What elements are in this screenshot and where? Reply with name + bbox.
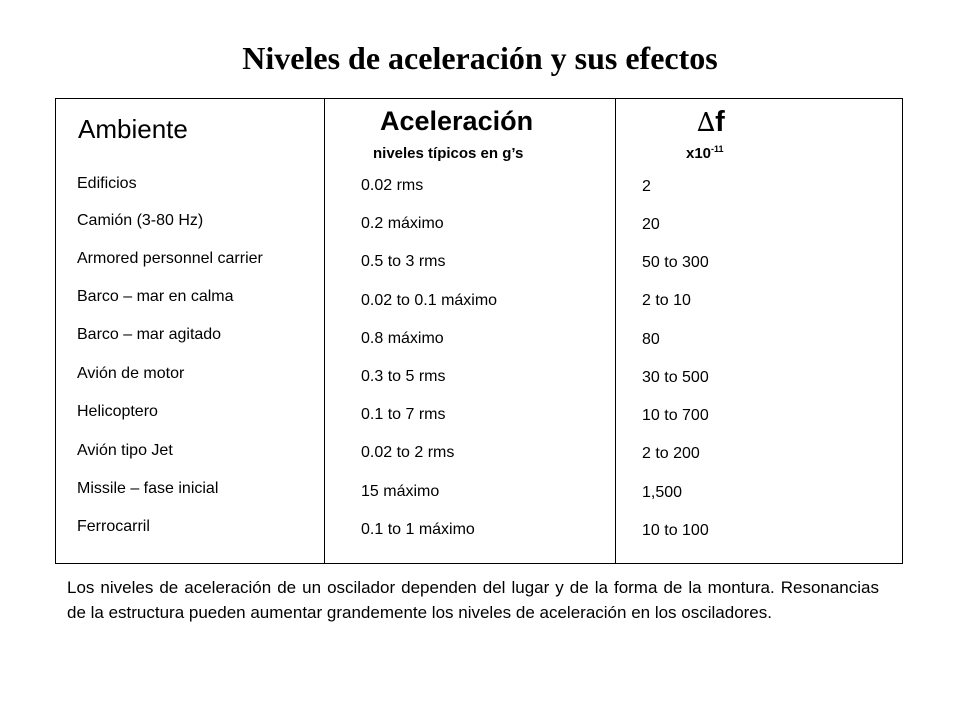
delta-f-cell: 10 to 700: [642, 407, 709, 424]
page-title: Niveles de aceleración y sus efectos: [242, 40, 718, 76]
header-acceleration-subtitle: niveles típicos en g’s: [373, 145, 524, 162]
delta-f-cell: 20: [642, 216, 660, 233]
acceleration-cell: 0.5 to 3 rms: [361, 253, 446, 270]
delta-symbol: ∆: [697, 108, 716, 138]
environment-column: [56, 160, 324, 540]
env-cell: Helicoptero: [77, 403, 158, 420]
acceleration-cell: 15 máximo: [361, 483, 440, 500]
acceleration-cell: 0.1 to 1 máximo: [361, 521, 475, 538]
scale-exponent: -11: [711, 144, 724, 154]
delta-f-cell: 80: [642, 331, 660, 348]
delta-f-cell: 1,500: [642, 484, 683, 501]
delta-f-cell: 2: [642, 178, 651, 195]
delta-f-cell: 2 to 200: [642, 445, 700, 462]
acceleration-cell: 0.02 to 0.1 máximo: [361, 292, 498, 309]
header-delta-f: [697, 106, 725, 139]
env-cell: Edificios: [77, 175, 137, 192]
column-divider-1: [324, 98, 325, 564]
delta-f-cell: 30 to 500: [642, 369, 709, 386]
delta-f-cell: 2 to 10: [642, 292, 691, 309]
delta-f-cell: 10 to 100: [642, 522, 709, 539]
env-cell: Barco – mar en calma: [77, 288, 234, 305]
env-cell: Camión (3-80 Hz): [77, 212, 204, 229]
env-cell: Avión tipo Jet: [77, 442, 173, 459]
column-divider-2: [615, 98, 616, 564]
acceleration-cell: 0.8 máximo: [361, 330, 444, 347]
env-cell: Missile – fase inicial: [77, 480, 219, 497]
env-cell: Armored personnel carrier: [77, 250, 263, 267]
acceleration-cell: 0.02 rms: [361, 177, 424, 194]
env-cell: Avión de motor: [77, 365, 185, 382]
acceleration-cell: 0.3 to 5 rms: [361, 368, 446, 385]
env-cell: Barco – mar agitado: [77, 326, 222, 343]
delta-f-cell: 50 to 300: [642, 254, 709, 271]
scale-base: x10: [686, 145, 712, 162]
acceleration-cell: 0.1 to 7 rms: [361, 406, 446, 423]
header-delta-f-scale: [686, 145, 724, 162]
acceleration-cell: 0.02 to 2 rms: [361, 444, 455, 461]
header-acceleration: Aceleración: [380, 106, 534, 136]
header-environment: Ambiente: [78, 114, 188, 144]
acceleration-cell: 0.2 máximo: [361, 215, 444, 232]
delta-f-letter: f: [715, 106, 725, 138]
caption-paragraph: Los niveles de aceleración de un oscilador dependen del lugar y de la forma de la montura. Resonancias de la estructura pueden aumentar grandemente los niveles de aceleración en los osciladores.: [67, 578, 879, 622]
env-cell: Ferrocarril: [77, 518, 150, 535]
